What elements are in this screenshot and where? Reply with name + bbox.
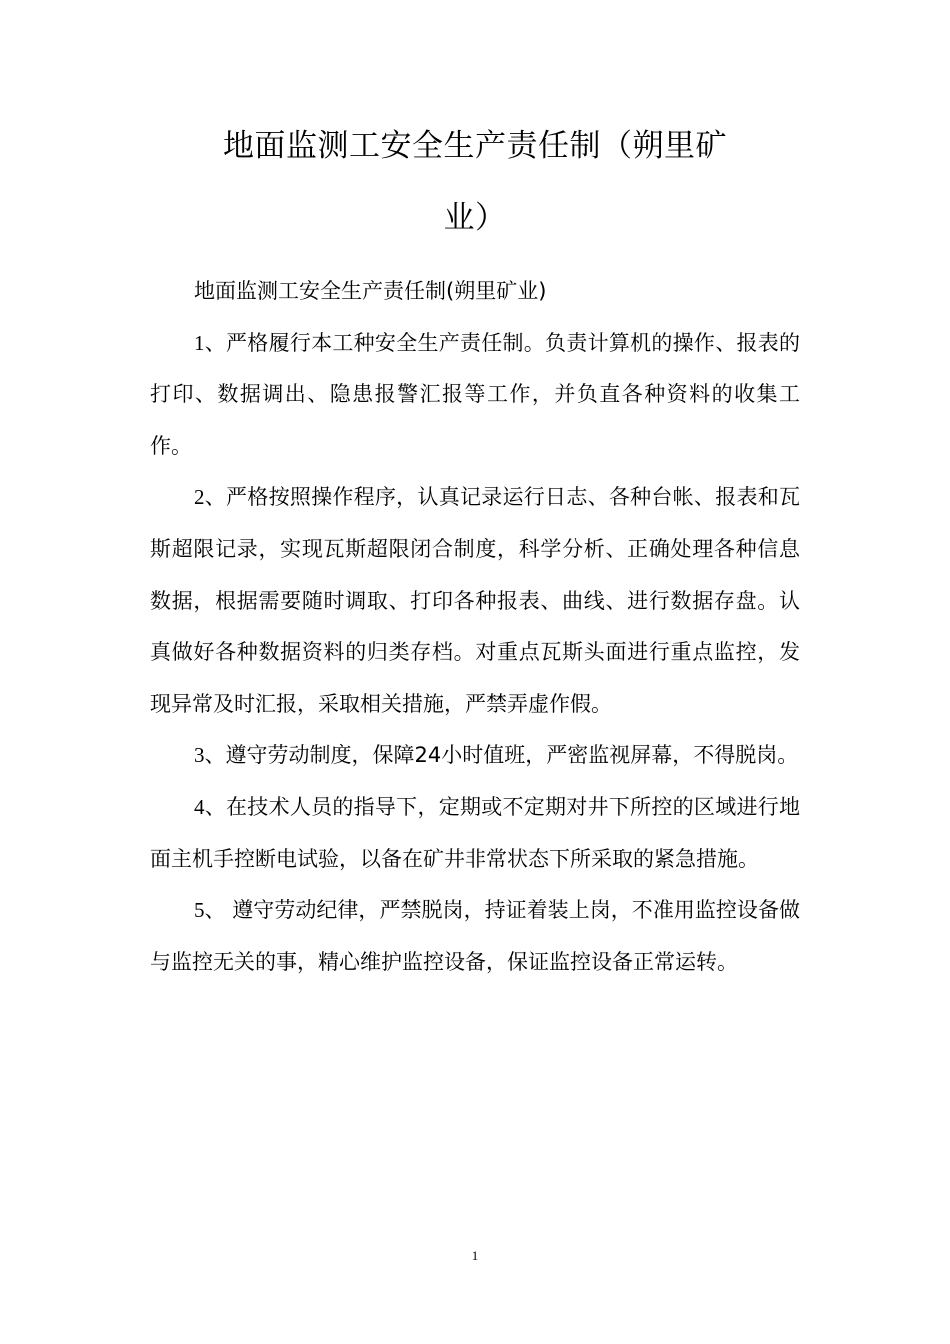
list-item [150,782,800,885]
item-text: 、严格按照操作程序，认真记录运行日志、各种台帐、报表和瓦斯超限记录，实现瓦斯超限闭合制度，科学分析、正确处理各种信息数据，根据需要随时调取、打印各种报表、曲线、进行数据存盘。认真做好各种数据资料的归类存档。对重点瓦斯头面进行重点监控，发现异常及时汇报，采取相关措施，严禁弄虚作假。 [150,485,800,716]
list-item [150,730,800,782]
item-text: 、遵守劳动制度，保障24小时值班，严密监视屏幕，不得脱岗。 [204,743,799,768]
title-line-2: 业） [443,200,507,236]
title-line-1: 地面监测工安全生产责任制（朔里矿 [223,128,727,164]
item-number: 2 [194,485,205,510]
item-number: 1 [194,330,205,355]
list-item [150,885,800,988]
list-item [150,472,800,730]
item-text: 、在技术人员的指导下，定期或不定期对井下所控的区域进行地面主机手控断电试验，以备在矿井非常状态下所采取的紧急措施。 [150,794,800,871]
item-number: 5 [194,898,205,923]
item-number: 4 [194,794,205,819]
page-number: 1 [471,1248,479,1263]
document-title [150,110,800,254]
item-text: 、 遵守劳动纪律，严禁脱岗，持证着装上岗，不准用监控设备做与监控无关的事，精心维护监控设备，保证监控设备正常运转。 [150,898,800,974]
document-body [150,266,800,988]
list-item [150,318,800,473]
item-text: 、严格履行本工种安全生产责任制。负责计算机的操作、报表的打印、数据调出、隐患报警汇报等工作，并负直各种资料的收集工作。 [150,330,800,458]
item-number: 3 [194,743,205,768]
document-subtitle: 地面监测工安全生产责任制(朔里矿业) [194,279,547,303]
